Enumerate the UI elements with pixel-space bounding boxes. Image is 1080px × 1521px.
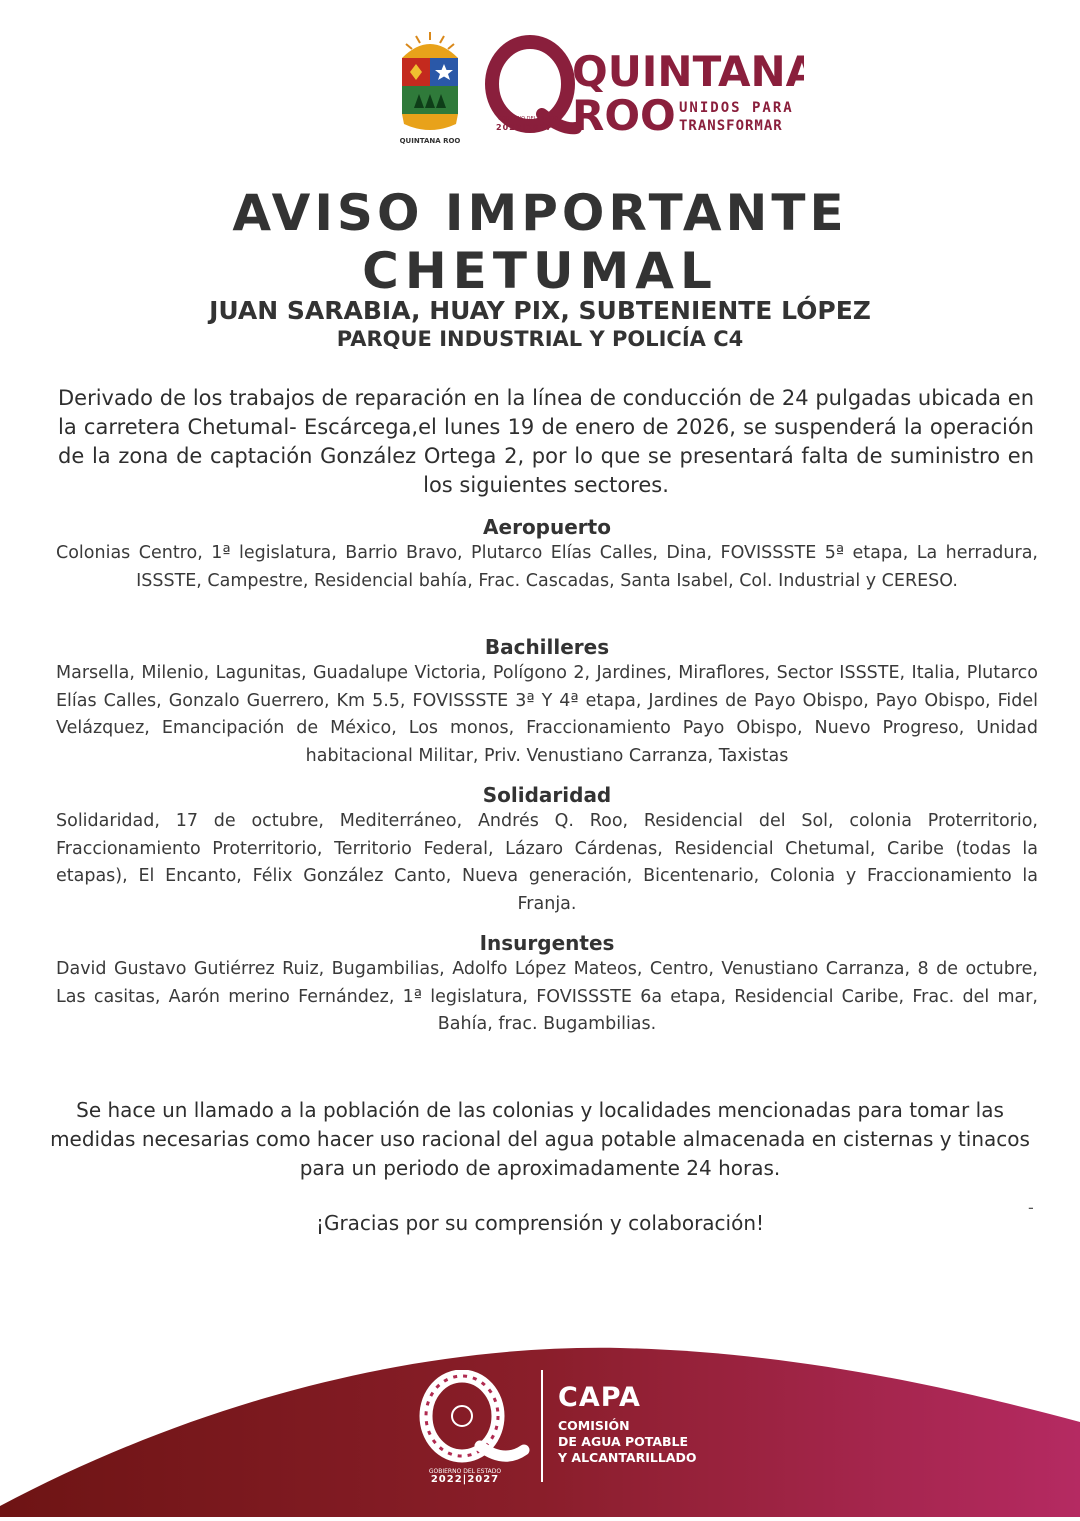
header [0, 22, 1080, 145]
coat-of-arms-icon [394, 28, 466, 136]
capa-line-3: Y ALCANTARILLADO [558, 1450, 697, 1465]
coat-of-arms-caption: QUINTANA ROO [399, 137, 461, 145]
affected-areas-line-2: PARQUE INDUSTRIAL Y POLICÍA C4 [336, 327, 744, 351]
header-period-years: 2022|2027 [496, 123, 553, 132]
sector-bachilleres [56, 634, 1038, 771]
sector-colonies: Solidaridad, 17 de octubre, Mediterráneo, Andrés Q. Roo, Residencial del Sol, colonia Proterritorio, Fraccionamiento Proterritorio, Territorio Federal, Lázaro Cárdenas, Residencial Chetumal, Caribe (todas la etapas), El Encanto, Félix González Canto, Nueva generación, Bicentenario, Colonia y Fraccionamiento la Franja. [56, 811, 1038, 915]
sector-solidaridad [56, 782, 1038, 919]
city-title: CHETUMAL [362, 242, 718, 300]
intro-paragraph: Derivado de los trabajos de reparación en la línea de conducción de 24 pulgadas ubicada en la carretera Chetumal- Escárcega,el lunes 19 de enero de 2026, se suspenderá la operación de la zona de captación González Ortega 2, por lo que se presentará falta de suministro en los siguientes sectores. [58, 386, 1034, 497]
footer-period-years: 2022|2027 [430, 1474, 500, 1485]
affected-areas-line-1: JUAN SARABIA, HUAY PIX, SUBTENIENTE LÓPEZ [209, 296, 871, 325]
sector-insurgentes [56, 930, 1038, 1039]
capa-title: CAPA [558, 1382, 641, 1413]
sector-colonies: David Gustavo Gutiérrez Ruiz, Bugambilias, Adolfo López Mateos, Centro, Venustiano Carranza, 8 de octubre, Las casitas, Aarón merino Fernández, 1ª legislatura, FOVISSSTE 6a etapa, Residencial Caribe, Frac. del mar, Bahía, frac. Bugambilias. [56, 959, 1038, 1035]
notice-title: AVISO IMPORTANTE [232, 184, 848, 242]
slogan-line-2: TRANSFORMAR [679, 118, 783, 134]
brand-word-roo: ROO [572, 91, 676, 140]
capa-line-2: DE AGUA POTABLE [558, 1434, 689, 1449]
q-pattern-icon [418, 1370, 530, 1466]
sector-title: Bachilleres [484, 635, 610, 659]
gobierno-q-logo [418, 1370, 530, 1466]
sector-aeropuerto [56, 514, 1038, 595]
header-period-label: GOBIERNO DEL ESTADO [498, 116, 559, 122]
slogan-line-1: UNIDOS PARA [679, 100, 794, 116]
footer-divider [541, 1370, 543, 1482]
capa-line-1: COMISIÓN [558, 1418, 630, 1433]
thanks-message: ¡Gracias por su comprensión y colaboración! [315, 1211, 765, 1235]
sector-colonies: Colonias Centro, 1ª legislatura, Barrio Bravo, Plutarco Elías Calles, Dina, FOVISSSTE 5ª etapa, La herradura, ISSSTE, Campestre, Residencial bahía, Frac. Cascadas, Santa Isabel, Col. Industrial y CERESO. [56, 543, 1038, 591]
state-coat-of-arms [394, 28, 466, 150]
sector-title: Aeropuerto [483, 515, 611, 539]
quintana-roo-brand-logo [484, 30, 804, 142]
footer-period-label: GOBIERNO DEL ESTADO [428, 1468, 502, 1475]
sector-title: Solidaridad [482, 783, 612, 807]
call-to-action: Se hace un llamado a la población de las colonias y localidades mencionadas para tomar las medidas necesarias como hacer uso racional del agua potable almacenada en cisternas y tinacos para un periodo de aproximadamente 24 horas. [50, 1098, 1030, 1180]
brand-word-quintana: QUINTANA [572, 47, 804, 96]
footer-band [0, 1330, 1080, 1517]
sector-colonies: Marsella, Milenio, Lagunitas, Guadalupe Victoria, Polígono 2, Jardines, Miraflores, Sector ISSSTE, Italia, Plutarco Elías Calles, Gonzalo Guerrero, Km 5.5, FOVISSSTE 3ª Y 4ª etapa, Jardines de Payo Obispo, Payo Obispo, Fidel Velázquez, Emancipación de México, Los monos, Fraccionamiento Payo Obispo, Nuevo Progreso, Unidad habitacional Militar, Priv. Venustiano Carranza, Taxistas [56, 663, 1038, 767]
stray-dash: - [1028, 1198, 1034, 1217]
sector-title: Insurgentes [479, 931, 615, 955]
